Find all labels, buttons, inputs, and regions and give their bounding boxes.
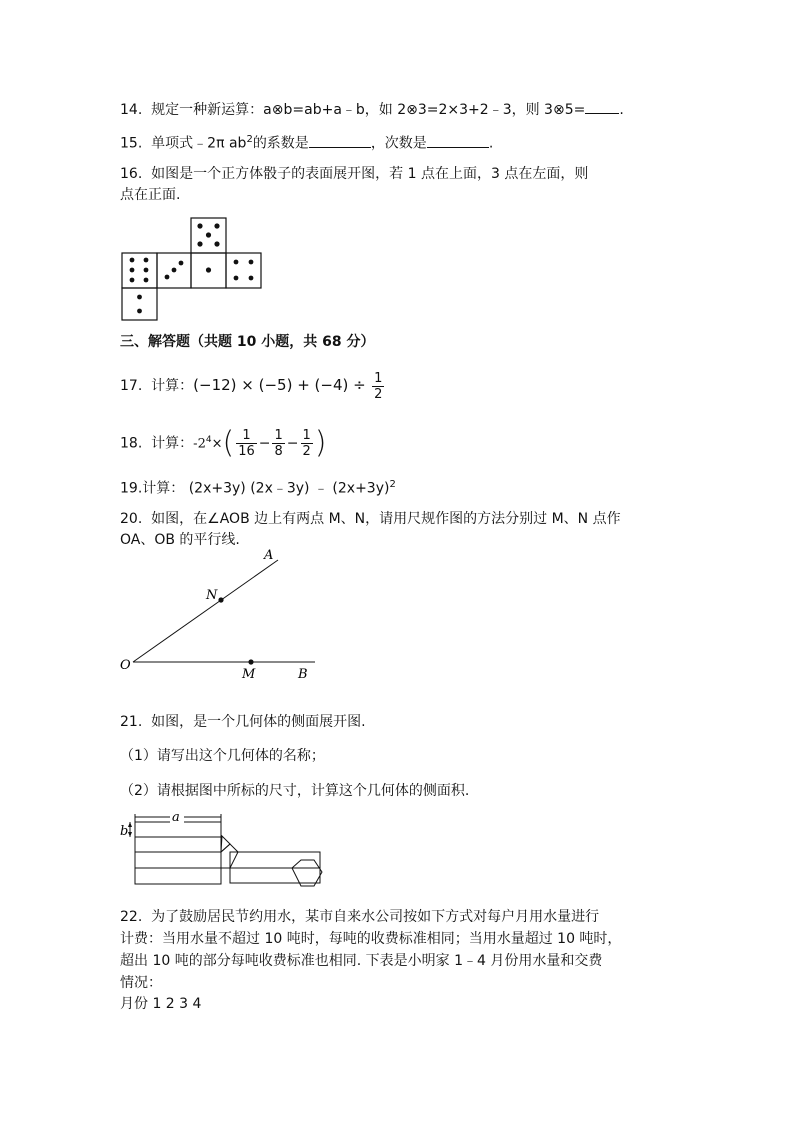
- question-number: 16.: [120, 166, 143, 182]
- question-number: 17.: [120, 378, 143, 394]
- label-n: N: [206, 588, 218, 603]
- question-22-line-4: 情况：: [120, 975, 162, 991]
- angle-aob-figure: [118, 548, 318, 683]
- question-20-line-2: OA、OB 的平行线.: [120, 532, 240, 548]
- question-21-part-2: （2）请根据图中所标的尺寸，计算这个几何体的侧面积.: [120, 783, 470, 799]
- question-14: 14. 规定一种新运算：a⊗b=ab+a﹣b，如 2⊗3=2×3+2﹣3，则 3⊗5= .: [120, 99, 624, 119]
- table-header-row: 月份 1 2 3 4: [120, 996, 202, 1012]
- question-17: 17. 计算：(−12) × (−5) + (−4) ÷ $\frac{1}{2}$: [120, 370, 383, 402]
- question-16-line-2: 点在正面.: [120, 187, 181, 203]
- question-19: 19.计算： (2x+3y) (2x﹣3y) ﹣ $(2x+3y)^2$: [120, 479, 396, 497]
- fraction-one-half: $\frac{1}{2}$: [374, 370, 383, 402]
- question-number: 14.: [120, 102, 143, 118]
- question-number: 18.: [120, 435, 143, 452]
- question-21-part-1: （1）请写出这个几何体的名称；: [120, 748, 325, 764]
- otimes-symbol: ⊗: [406, 102, 418, 118]
- question-number: 15.: [120, 135, 143, 152]
- label-o: O: [120, 658, 131, 673]
- question-21: 21. 如图，是一个几何体的侧面展开图.: [120, 714, 366, 730]
- label-b: b: [120, 824, 129, 839]
- dice-net-figure: [120, 217, 280, 327]
- question-number: 19.: [120, 480, 143, 497]
- section-3-heading: 三、解答题（共题 10 小题，共 68 分）: [120, 334, 375, 350]
- prism-net-figure: [118, 812, 328, 892]
- label-b: B: [298, 667, 308, 682]
- question-15: 15. 单项式﹣2π $ab^2$的系数是 ，次数是 .: [120, 134, 494, 152]
- question-18: 18. 计算：$-2^4\times$( $\frac{1}{16}$ − $\frac{1}{8}$ − $\frac{1}{2}$ ): [120, 425, 327, 461]
- question-22-line-1: 22. 为了鼓励居民节约用水，某市自来水公司按如下方式对每户月用水量进行: [120, 909, 600, 925]
- answer-blank[interactable]: [585, 99, 619, 114]
- degree-blank[interactable]: [427, 133, 489, 148]
- question-number: 22.: [120, 909, 143, 925]
- label-a: a: [172, 810, 180, 825]
- question-number: 21.: [120, 714, 143, 730]
- question-22-line-3: 超出 10 吨的部分每吨收费标准也相同. 下表是小明家 1﹣4 月份用水量和交费: [120, 953, 603, 969]
- question-16-line-1: 16. 如图是一个正方体骰子的表面展开图，若 1 点在上面，3 点在左面，则: [120, 166, 589, 182]
- label-m: M: [242, 667, 256, 682]
- coefficient-blank[interactable]: [309, 133, 371, 148]
- question-20-line-1: 20. 如图，在∠AOB 边上有两点 M、N，请用尺规作图的方法分别过 M、N 点作: [120, 511, 621, 527]
- label-a: A: [264, 548, 274, 563]
- otimes-symbol: ⊗: [552, 102, 565, 118]
- otimes-symbol: ⊗: [271, 102, 284, 118]
- question-number: 20.: [120, 511, 143, 527]
- question-22-line-2: 计费：当用水量不超过 10 吨时，每吨的收费标准相同；当用水量超过 10 吨时，: [120, 931, 622, 947]
